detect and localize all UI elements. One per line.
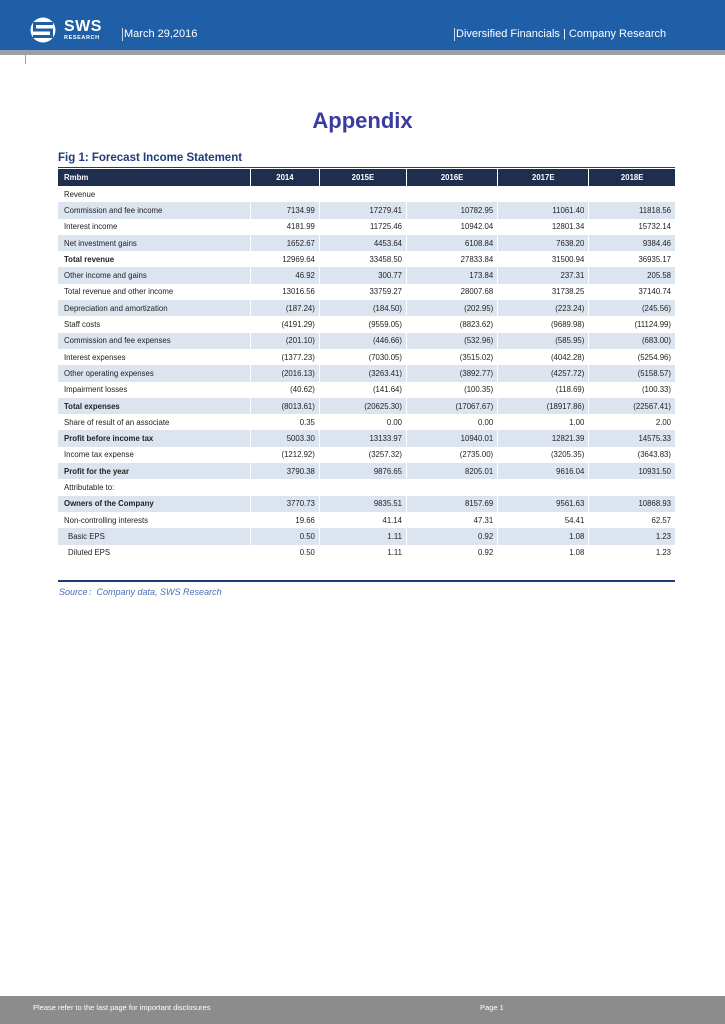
table-cell: 12801.34 [498,219,589,235]
table-cell: 0.35 [250,414,319,430]
table-cell: 3770.73 [250,496,319,512]
row-label: Commission and fee income [58,202,250,218]
table-cell: 300.77 [319,267,406,283]
table-cell: 0.50 [250,528,319,544]
table-cell: 237.31 [498,267,589,283]
row-label: Depreciation and amortization [58,300,250,316]
table-row [58,316,675,332]
table-cell [319,186,406,202]
table-cell: (9559.05) [319,316,406,332]
table-cell: (4042.28) [498,349,589,365]
table-row [58,235,675,251]
table-row [58,251,675,267]
table-cell: (8013.61) [250,398,319,414]
table-cell: 1.23 [589,528,675,544]
row-label: Total revenue and other income [58,284,250,300]
row-label: Other income and gains [58,267,250,283]
report-date: March 29,2016 [124,28,198,40]
table-cell: 205.58 [589,267,675,283]
table-cell: 8157.69 [407,496,498,512]
figure-title-rule [58,167,675,168]
row-label: Net investment gains [58,235,250,251]
table-cell: (8823.62) [407,316,498,332]
table-cell: (22567.41) [589,398,675,414]
table-cell: 54.41 [498,512,589,528]
company-logo [30,16,102,44]
table-cell: (201.10) [250,333,319,349]
table-row [58,202,675,218]
table-cell: 47.31 [407,512,498,528]
table-cell: 46.92 [250,267,319,283]
sws-logo-icon [30,16,60,44]
table-row [58,284,675,300]
table-cell: 10942.04 [407,219,498,235]
income-statement-table [58,169,675,561]
table-cell: 17279.41 [319,202,406,218]
table-cell: (1212.92) [250,447,319,463]
table-cell [498,479,589,495]
table-cell: 7638.20 [498,235,589,251]
row-label: Profit for the year [58,463,250,479]
table-cell: 14575.33 [589,430,675,446]
table-header-row [58,169,675,186]
table-body [58,186,675,561]
table-row [58,333,675,349]
table-cell: 27833.84 [407,251,498,267]
row-label: Diluted EPS [58,545,250,561]
table-cell: (532.96) [407,333,498,349]
table-cell: (11124.99) [589,316,675,332]
table-cell: 1.11 [319,528,406,544]
row-label: Income tax expense [58,447,250,463]
table-cell: 0.00 [407,414,498,430]
table-cell: (2735.00) [407,447,498,463]
table-cell: (141.64) [319,382,406,398]
column-header: 2015E [319,169,406,186]
table-cell: 36935.17 [589,251,675,267]
table-row [58,545,675,561]
table-cell: 12969.64 [250,251,319,267]
table-cell: 31738.25 [498,284,589,300]
table-cell: 4181.99 [250,219,319,235]
table-cell: (3257.32) [319,447,406,463]
table-cell: (446.66) [319,333,406,349]
table-cell: 1.00 [498,414,589,430]
footer-disclaimer: Please refer to the last page for important disclosures [33,1003,211,1012]
table-cell: (245.56) [589,300,675,316]
table-row [58,512,675,528]
table-cell: 28007.68 [407,284,498,300]
table-cell: 8205.01 [407,463,498,479]
table-row [58,219,675,235]
table-cell: 9561.63 [498,496,589,512]
table-row [58,414,675,430]
table-cell: 2.00 [589,414,675,430]
table-row [58,430,675,446]
logo-subtext: RESEARCH [64,34,100,41]
table-row [58,365,675,381]
row-label: Basic EPS [58,528,250,544]
table-cell: 9876.65 [319,463,406,479]
column-header: 2014 [250,169,319,186]
table-row [58,479,675,495]
table-cell: 33759.27 [319,284,406,300]
table-cell: 7134.99 [250,202,319,218]
page-title: Appendix [312,108,413,133]
table-cell: (187.24) [250,300,319,316]
row-label: Non-controlling interests [58,512,250,528]
row-label: Share of result of an associate [58,414,250,430]
table-cell: 31500.94 [498,251,589,267]
table-cell: (1377.23) [250,349,319,365]
table-cell: 37140.74 [589,284,675,300]
table-cell: (3515.02) [407,349,498,365]
table-cell: (3643.83) [589,447,675,463]
table-cell: (118.69) [498,382,589,398]
table-cell [250,479,319,495]
row-label: Other operating expenses [58,365,250,381]
table-cell: (5158.57) [589,365,675,381]
column-header: Rmbm [58,169,250,186]
column-header: 2017E [498,169,589,186]
table-cell: 11725.46 [319,219,406,235]
table-cell [589,479,675,495]
footer-page-number: Page 1 [480,1003,504,1012]
table-cell: 3790.38 [250,463,319,479]
table-cell: (4191.29) [250,316,319,332]
table-row [58,186,675,202]
table-cell: 10782.95 [407,202,498,218]
table-cell: (18917.86) [498,398,589,414]
report-section: Diversified Financials | Company Research [456,28,667,40]
table-row [58,300,675,316]
table-cell [498,186,589,202]
column-header: 2016E [407,169,498,186]
table-cell: 19.66 [250,512,319,528]
row-label: Impairment losses [58,382,250,398]
table-cell: (4257.72) [498,365,589,381]
table-cell: 15732.14 [589,219,675,235]
row-label: Commission and fee expenses [58,333,250,349]
table-cell: (683.00) [589,333,675,349]
table-row [58,463,675,479]
table-row [58,447,675,463]
table-cell [407,186,498,202]
header-divider [0,50,725,55]
table-cell: (223.24) [498,300,589,316]
table-cell: (100.35) [407,382,498,398]
table-cell: 13133.97 [319,430,406,446]
table-cell: (100.33) [589,382,675,398]
table-cell: (202.95) [407,300,498,316]
figure-source: Source：Company data, SWS Research [59,587,222,597]
table-cell: 0.92 [407,545,498,561]
table-cell: 9616.04 [498,463,589,479]
table-cell: (17067.67) [407,398,498,414]
table-cell: (585.95) [498,333,589,349]
table-cell: 10931.50 [589,463,675,479]
table-cell: (5254.96) [589,349,675,365]
table-cell: 1652.67 [250,235,319,251]
table-row [58,382,675,398]
table-cell: (184.50) [319,300,406,316]
column-header: 2018E [589,169,675,186]
page-header [0,0,725,50]
row-label: Total revenue [58,251,250,267]
table-cell: 5003.30 [250,430,319,446]
table-cell: 33458.50 [319,251,406,267]
table-cell: 62.57 [589,512,675,528]
table-cell: (3263.41) [319,365,406,381]
table-cell [250,186,319,202]
row-label: Staff costs [58,316,250,332]
table-cell: 41.14 [319,512,406,528]
table-cell: 11818.56 [589,202,675,218]
header-tick-mark [25,50,26,64]
table-cell: 0.92 [407,528,498,544]
table-row [58,267,675,283]
table-row [58,496,675,512]
table-cell: 13016.56 [250,284,319,300]
table-cell: 12821.39 [498,430,589,446]
table-cell: (7030.05) [319,349,406,365]
table-cell: 10868.93 [589,496,675,512]
table-cell: 10940.01 [407,430,498,446]
row-label: Attributable to: [58,479,250,495]
table-cell: (40.62) [250,382,319,398]
logo-text: SWS [64,17,102,35]
table-cell: 1.08 [498,545,589,561]
table-cell: 173.84 [407,267,498,283]
row-label: Owners of the Company [58,496,250,512]
table-cell: 9384.46 [589,235,675,251]
table-cell: 9835.51 [319,496,406,512]
row-label: Profit before income tax [58,430,250,446]
table-cell: (9689.98) [498,316,589,332]
table-cell [319,479,406,495]
row-label: Interest expenses [58,349,250,365]
table-cell [407,479,498,495]
row-label: Interest income [58,219,250,235]
table-cell: 0.50 [250,545,319,561]
table-cell: (3892.77) [407,365,498,381]
table-row [58,349,675,365]
table-cell [589,186,675,202]
figure-title: Fig 1: Forecast Income Statement [58,152,243,164]
table-cell: (3205.35) [498,447,589,463]
table-cell: 6108.84 [407,235,498,251]
table-cell: 4453.64 [319,235,406,251]
table-cell: 0.00 [319,414,406,430]
table-row [58,528,675,544]
table-cell: (20625.30) [319,398,406,414]
table-bottom-rule [58,580,675,582]
table-row [58,398,675,414]
row-label: Revenue [58,186,250,202]
table-cell: 1.08 [498,528,589,544]
table-cell: 1.11 [319,545,406,561]
table-cell: 1.23 [589,545,675,561]
table-cell: 11061.40 [498,202,589,218]
table-cell: (2016.13) [250,365,319,381]
row-label: Total expenses [58,398,250,414]
